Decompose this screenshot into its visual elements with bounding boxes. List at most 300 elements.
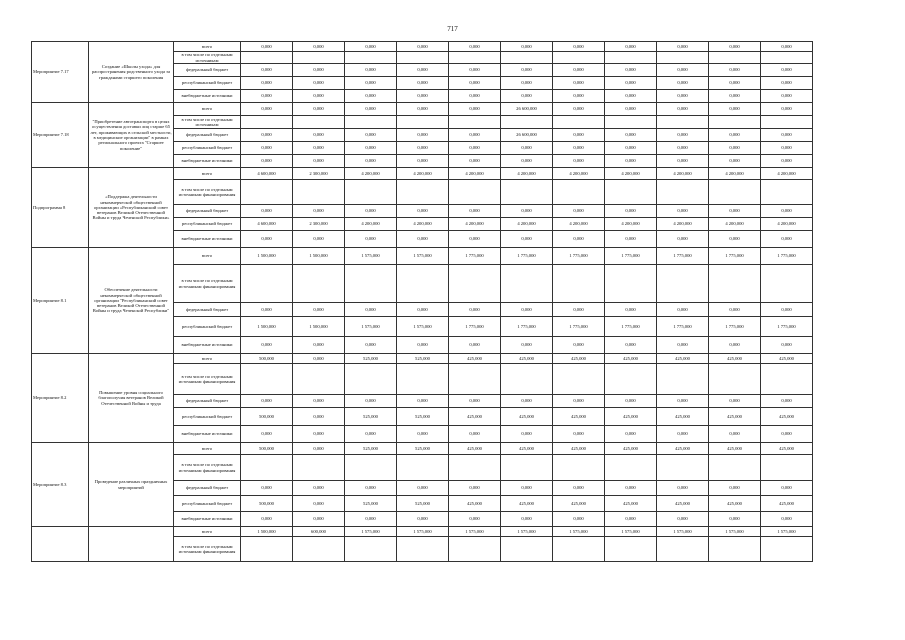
- year-amount: 0,000: [397, 142, 449, 155]
- year-amount: [501, 455, 553, 481]
- year-amount: 2 300,000: [293, 218, 345, 231]
- year-amount: [397, 52, 449, 64]
- year-amount: 0,000: [553, 142, 605, 155]
- year-amount: 425,000: [501, 354, 553, 364]
- year-amount: 0,000: [657, 481, 709, 496]
- year-amount: 0,000: [345, 77, 397, 90]
- year-amount: 0,000: [657, 42, 709, 52]
- year-amount: 0,000: [501, 481, 553, 496]
- year-amount: 0,000: [397, 129, 449, 142]
- year-amount: 0,000: [501, 205, 553, 218]
- year-amount: 0,000: [605, 142, 657, 155]
- year-amount: 0,000: [553, 303, 605, 317]
- year-amount: 0,000: [293, 337, 345, 354]
- year-amount: 0,000: [293, 408, 345, 426]
- year-amount: 0,000: [293, 481, 345, 496]
- year-amount: 0,000: [241, 395, 293, 408]
- year-amount: 0,000: [761, 481, 813, 496]
- year-amount: 4 200,000: [761, 218, 813, 231]
- year-amount: [761, 364, 813, 395]
- funding-source: республиканский бюджет: [174, 496, 241, 512]
- year-amount: 0,000: [345, 337, 397, 354]
- year-amount: 425,000: [553, 354, 605, 364]
- year-amount: 0,000: [605, 512, 657, 527]
- year-amount: 0,000: [709, 155, 761, 168]
- year-amount: [293, 116, 345, 129]
- year-amount: [345, 265, 397, 303]
- year-amount: 0,000: [657, 231, 709, 248]
- year-amount: 0,000: [241, 231, 293, 248]
- year-amount: 0,000: [241, 205, 293, 218]
- year-amount: 0,000: [657, 129, 709, 142]
- funding-source: в том числе по отдельным источникам: [174, 52, 241, 64]
- year-amount: 1 775,000: [709, 248, 761, 265]
- funding-source: республиканский бюджет: [174, 218, 241, 231]
- year-amount: 425,000: [501, 408, 553, 426]
- year-amount: 0,000: [501, 395, 553, 408]
- year-amount: 0,000: [293, 64, 345, 77]
- year-amount: 0,000: [709, 129, 761, 142]
- year-amount: 525,000: [345, 443, 397, 455]
- funding-source: внебюджетные источники: [174, 90, 241, 103]
- year-amount: 0,000: [761, 395, 813, 408]
- table-row: [32, 354, 813, 364]
- year-amount: 0,000: [553, 77, 605, 90]
- year-amount: [293, 265, 345, 303]
- table-row: [32, 42, 813, 52]
- year-amount: 1 500,000: [241, 317, 293, 337]
- year-amount: 0,000: [761, 103, 813, 116]
- year-amount: 425,000: [553, 496, 605, 512]
- year-amount: [449, 265, 501, 303]
- year-amount: 0,000: [605, 42, 657, 52]
- year-amount: 600,000: [293, 527, 345, 537]
- year-amount: [709, 364, 761, 395]
- program-name: Создание «Школы ухода» для распространения родственного ухода за гражданами старшего поколения: [89, 42, 174, 103]
- year-amount: 0,000: [241, 512, 293, 527]
- year-amount: [761, 537, 813, 562]
- year-amount: 1 575,000: [657, 527, 709, 537]
- year-amount: [449, 364, 501, 395]
- year-amount: 0,000: [657, 512, 709, 527]
- year-amount: [657, 116, 709, 129]
- year-amount: 1 775,000: [449, 248, 501, 265]
- year-amount: 0,000: [553, 155, 605, 168]
- year-amount: 0,000: [553, 103, 605, 116]
- funding-source: в том числе по отдельным источникам: [174, 116, 241, 129]
- year-amount: [449, 455, 501, 481]
- year-amount: 0,000: [553, 90, 605, 103]
- year-amount: 0,000: [553, 129, 605, 142]
- year-amount: 0,000: [449, 337, 501, 354]
- year-amount: 0,000: [293, 496, 345, 512]
- year-amount: 500,000: [241, 496, 293, 512]
- year-amount: 1 575,000: [553, 527, 605, 537]
- year-amount: 425,000: [709, 443, 761, 455]
- year-amount: [345, 455, 397, 481]
- year-amount: 425,000: [709, 408, 761, 426]
- year-amount: 4 200,000: [709, 168, 761, 180]
- year-amount: 0,000: [397, 42, 449, 52]
- funding-source: федеральный бюджет: [174, 205, 241, 218]
- year-amount: 4 200,000: [449, 218, 501, 231]
- year-amount: [657, 265, 709, 303]
- funding-source: республиканский бюджет: [174, 408, 241, 426]
- budget-table: [31, 41, 813, 562]
- year-amount: [553, 455, 605, 481]
- year-amount: [501, 265, 553, 303]
- year-amount: 0,000: [345, 42, 397, 52]
- year-amount: 0,000: [501, 303, 553, 317]
- year-amount: 1 575,000: [449, 527, 501, 537]
- year-amount: 425,000: [501, 443, 553, 455]
- year-amount: 0,000: [657, 90, 709, 103]
- year-amount: 0,000: [709, 481, 761, 496]
- year-amount: 0,000: [553, 426, 605, 443]
- year-amount: 0,000: [553, 205, 605, 218]
- year-amount: 425,000: [449, 408, 501, 426]
- table-row: [32, 443, 813, 455]
- funding-source: федеральный бюджет: [174, 129, 241, 142]
- year-amount: 0,000: [241, 77, 293, 90]
- year-amount: 0,000: [709, 426, 761, 443]
- year-amount: 0,000: [241, 103, 293, 116]
- funding-source: республиканский бюджет: [174, 142, 241, 155]
- year-amount: 0,000: [449, 395, 501, 408]
- year-amount: [241, 116, 293, 129]
- year-amount: 0,000: [397, 64, 449, 77]
- year-amount: 1 575,000: [709, 527, 761, 537]
- year-amount: [293, 455, 345, 481]
- year-amount: 0,000: [345, 395, 397, 408]
- year-amount: 4 200,000: [397, 218, 449, 231]
- year-amount: 1 575,000: [345, 317, 397, 337]
- year-amount: 0,000: [605, 155, 657, 168]
- year-amount: 425,000: [449, 354, 501, 364]
- year-amount: 0,000: [241, 142, 293, 155]
- year-amount: 0,000: [345, 512, 397, 527]
- year-amount: [397, 180, 449, 205]
- year-amount: [345, 116, 397, 129]
- year-amount: 0,000: [709, 395, 761, 408]
- year-amount: 0,000: [449, 231, 501, 248]
- year-amount: 4 200,000: [605, 168, 657, 180]
- year-amount: 0,000: [345, 142, 397, 155]
- year-amount: 0,000: [397, 231, 449, 248]
- year-amount: [761, 265, 813, 303]
- year-amount: 0,000: [709, 42, 761, 52]
- year-amount: [345, 52, 397, 64]
- year-amount: [605, 265, 657, 303]
- funding-source: федеральный бюджет: [174, 481, 241, 496]
- program-name: Проведение различных праздничных мероприятий: [89, 443, 174, 527]
- year-amount: [657, 52, 709, 64]
- year-amount: 0,000: [241, 426, 293, 443]
- program-code: Мероприятие 7.18: [32, 103, 89, 168]
- year-amount: 0,000: [397, 303, 449, 317]
- year-amount: 0,000: [709, 64, 761, 77]
- year-amount: 1 775,000: [449, 317, 501, 337]
- year-amount: [345, 537, 397, 562]
- year-amount: 0,000: [397, 155, 449, 168]
- year-amount: 0,000: [449, 64, 501, 77]
- program-code: Мероприятие 8.2: [32, 354, 89, 443]
- year-amount: 0,000: [709, 77, 761, 90]
- year-amount: 0,000: [501, 42, 553, 52]
- year-amount: 1 575,000: [761, 527, 813, 537]
- year-amount: 0,000: [345, 231, 397, 248]
- year-amount: 0,000: [293, 231, 345, 248]
- year-amount: 0,000: [657, 103, 709, 116]
- program-name: "Приобретение автотранспорта в целях осуществления доставки лиц старше 65 лет, проживающих в сельской местности, в медицинские организации" в рамках регионального проекта "Старшее поколение": [89, 103, 174, 168]
- program-code: [32, 527, 89, 562]
- program-name: Обеспечение деятельности некоммерческой общественной организации "Республиканский совет ветеранов Великой Отечественной Войны и труда Чеченской Республики": [89, 248, 174, 354]
- program-name: «Поддержка деятельности некоммерческой общественной организации «Республиканский совет ветеранов Великой Отечественной Войны и труда Чеченской Республики»: [89, 168, 174, 248]
- year-amount: 0,000: [293, 443, 345, 455]
- year-amount: 0,000: [241, 90, 293, 103]
- year-amount: [605, 455, 657, 481]
- year-amount: [241, 180, 293, 205]
- year-amount: 0,000: [501, 77, 553, 90]
- year-amount: 0,000: [657, 142, 709, 155]
- year-amount: 1 500,000: [241, 527, 293, 537]
- year-amount: [293, 180, 345, 205]
- year-amount: 0,000: [501, 512, 553, 527]
- year-amount: 0,000: [397, 90, 449, 103]
- year-amount: [241, 455, 293, 481]
- year-amount: 0,000: [709, 90, 761, 103]
- year-amount: 525,000: [397, 408, 449, 426]
- year-amount: 0,000: [397, 337, 449, 354]
- year-amount: [605, 180, 657, 205]
- year-amount: 0,000: [761, 42, 813, 52]
- year-amount: [501, 364, 553, 395]
- year-amount: [397, 537, 449, 562]
- year-amount: 425,000: [761, 354, 813, 364]
- year-amount: 0,000: [605, 77, 657, 90]
- year-amount: [605, 364, 657, 395]
- year-amount: 4 200,000: [761, 168, 813, 180]
- year-amount: [553, 116, 605, 129]
- funding-source: внебюджетные источники: [174, 512, 241, 527]
- year-amount: 0,000: [501, 64, 553, 77]
- year-amount: 1 500,000: [293, 317, 345, 337]
- year-amount: 0,000: [293, 103, 345, 116]
- year-amount: 0,000: [293, 90, 345, 103]
- year-amount: [449, 180, 501, 205]
- year-amount: 0,000: [449, 77, 501, 90]
- year-amount: [293, 52, 345, 64]
- year-amount: [709, 265, 761, 303]
- program-code: Мероприятие 8.3: [32, 443, 89, 527]
- table-row: [32, 527, 813, 537]
- year-amount: 0,000: [449, 512, 501, 527]
- year-amount: 4 200,000: [553, 168, 605, 180]
- year-amount: 0,000: [761, 205, 813, 218]
- year-amount: 0,000: [345, 303, 397, 317]
- year-amount: 0,000: [345, 155, 397, 168]
- year-amount: 0,000: [397, 512, 449, 527]
- year-amount: 4 200,000: [345, 168, 397, 180]
- year-amount: 4 200,000: [709, 218, 761, 231]
- year-amount: 1 775,000: [553, 248, 605, 265]
- year-amount: 0,000: [345, 205, 397, 218]
- year-amount: 0,000: [605, 481, 657, 496]
- year-amount: 0,000: [605, 103, 657, 116]
- year-amount: 1 575,000: [605, 527, 657, 537]
- year-amount: 0,000: [293, 142, 345, 155]
- year-amount: 4 200,000: [657, 218, 709, 231]
- year-amount: [501, 537, 553, 562]
- funding-source: всего: [174, 443, 241, 455]
- year-amount: 0,000: [605, 90, 657, 103]
- year-amount: [709, 180, 761, 205]
- year-amount: [553, 364, 605, 395]
- year-amount: 1 575,000: [397, 317, 449, 337]
- year-amount: 2 300,000: [293, 168, 345, 180]
- year-amount: 0,000: [501, 426, 553, 443]
- year-amount: 500,000: [241, 408, 293, 426]
- year-amount: 425,000: [657, 408, 709, 426]
- year-amount: [501, 116, 553, 129]
- year-amount: 0,000: [761, 155, 813, 168]
- year-amount: 525,000: [345, 354, 397, 364]
- year-amount: 4 200,000: [501, 168, 553, 180]
- year-amount: 4 600,000: [241, 218, 293, 231]
- year-amount: 425,000: [657, 354, 709, 364]
- year-amount: 1 500,000: [293, 248, 345, 265]
- year-amount: [449, 116, 501, 129]
- funding-source: республиканский бюджет: [174, 317, 241, 337]
- funding-source: в том числе по отдельным источникам финансирования: [174, 364, 241, 395]
- program-name: [89, 527, 174, 562]
- funding-source: всего: [174, 42, 241, 52]
- year-amount: 0,000: [293, 354, 345, 364]
- year-amount: 525,000: [397, 354, 449, 364]
- funding-source: внебюджетные источники: [174, 426, 241, 443]
- funding-source: всего: [174, 103, 241, 116]
- year-amount: 1 775,000: [553, 317, 605, 337]
- year-amount: 26 600,000: [501, 129, 553, 142]
- year-amount: 0,000: [657, 303, 709, 317]
- year-amount: [709, 116, 761, 129]
- year-amount: 0,000: [605, 303, 657, 317]
- year-amount: 425,000: [605, 354, 657, 364]
- year-amount: 1 775,000: [657, 248, 709, 265]
- year-amount: 425,000: [605, 408, 657, 426]
- year-amount: 0,000: [553, 231, 605, 248]
- year-amount: [657, 364, 709, 395]
- year-amount: 0,000: [501, 231, 553, 248]
- year-amount: 0,000: [761, 129, 813, 142]
- year-amount: 0,000: [241, 129, 293, 142]
- funding-source: федеральный бюджет: [174, 303, 241, 317]
- year-amount: 0,000: [709, 142, 761, 155]
- year-amount: 0,000: [293, 303, 345, 317]
- year-amount: [449, 52, 501, 64]
- year-amount: 0,000: [449, 103, 501, 116]
- funding-source: всего: [174, 354, 241, 364]
- year-amount: 0,000: [397, 426, 449, 443]
- table-row: [32, 168, 813, 180]
- year-amount: 0,000: [293, 205, 345, 218]
- year-amount: 0,000: [761, 142, 813, 155]
- year-amount: 0,000: [657, 77, 709, 90]
- year-amount: [605, 52, 657, 64]
- year-amount: 0,000: [709, 512, 761, 527]
- year-amount: [553, 265, 605, 303]
- year-amount: 0,000: [553, 337, 605, 354]
- year-amount: 0,000: [761, 231, 813, 248]
- year-amount: 4 200,000: [657, 168, 709, 180]
- year-amount: 0,000: [293, 42, 345, 52]
- year-amount: 525,000: [397, 443, 449, 455]
- year-amount: [761, 455, 813, 481]
- year-amount: 0,000: [709, 303, 761, 317]
- funding-source: всего: [174, 527, 241, 537]
- program-code: Мероприятие 7.17: [32, 42, 89, 103]
- year-amount: 0,000: [657, 205, 709, 218]
- year-amount: 0,000: [293, 426, 345, 443]
- year-amount: 525,000: [397, 496, 449, 512]
- year-amount: [241, 537, 293, 562]
- year-amount: [345, 180, 397, 205]
- funding-source: в том числе по отдельным источникам финансирования: [174, 537, 241, 562]
- year-amount: [397, 455, 449, 481]
- year-amount: 0,000: [241, 337, 293, 354]
- year-amount: 1 775,000: [605, 317, 657, 337]
- program-name: Повышение уровня социального благополучия ветеранов Великой Отечественной Войны и труда: [89, 354, 174, 443]
- year-amount: [709, 52, 761, 64]
- year-amount: 1 575,000: [345, 527, 397, 537]
- year-amount: 425,000: [449, 443, 501, 455]
- year-amount: 4 200,000: [397, 168, 449, 180]
- year-amount: 0,000: [709, 205, 761, 218]
- year-amount: 425,000: [709, 496, 761, 512]
- year-amount: 0,000: [605, 231, 657, 248]
- year-amount: 0,000: [241, 64, 293, 77]
- year-amount: [449, 537, 501, 562]
- year-amount: 0,000: [605, 426, 657, 443]
- year-amount: 425,000: [501, 496, 553, 512]
- table-row: [32, 248, 813, 265]
- year-amount: 425,000: [709, 354, 761, 364]
- year-amount: 0,000: [553, 64, 605, 77]
- funding-source: внебюджетные источники: [174, 155, 241, 168]
- year-amount: 0,000: [397, 205, 449, 218]
- year-amount: 500,000: [241, 443, 293, 455]
- funding-source: в том числе по отдельным источникам финансирования: [174, 455, 241, 481]
- year-amount: 0,000: [449, 481, 501, 496]
- year-amount: 0,000: [241, 481, 293, 496]
- year-amount: 1 575,000: [397, 527, 449, 537]
- year-amount: 0,000: [657, 426, 709, 443]
- funding-source: федеральный бюджет: [174, 64, 241, 77]
- year-amount: 425,000: [553, 408, 605, 426]
- funding-source: внебюджетные источники: [174, 337, 241, 354]
- year-amount: [657, 180, 709, 205]
- year-amount: 0,000: [709, 337, 761, 354]
- year-amount: 425,000: [657, 443, 709, 455]
- year-amount: 0,000: [761, 77, 813, 90]
- year-amount: [709, 455, 761, 481]
- year-amount: [553, 537, 605, 562]
- year-amount: 0,000: [553, 481, 605, 496]
- year-amount: [293, 537, 345, 562]
- year-amount: 0,000: [657, 337, 709, 354]
- funding-source: республиканский бюджет: [174, 77, 241, 90]
- funding-source: федеральный бюджет: [174, 395, 241, 408]
